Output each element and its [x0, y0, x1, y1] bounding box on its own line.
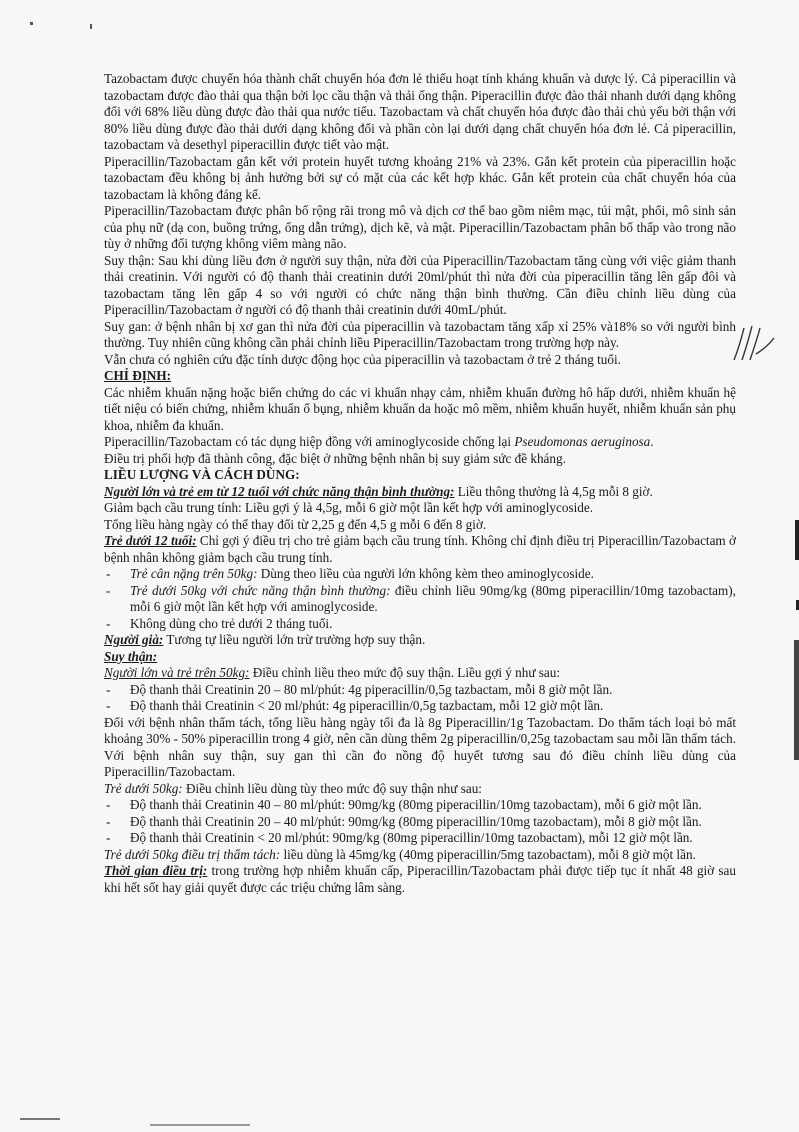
scan-mark: [20, 1118, 60, 1120]
paragraph-neutropenia: Giảm bạch cầu trung tính: Liều gợi ý là 4,5g, mỗi 6 giờ một lần kết hợp với aminoglycoside.: [104, 500, 594, 515]
list-item: [104, 583, 736, 616]
list-item: - Độ thanh thải Creatinin 40 – 80 ml/phút: 90mg/kg (80mg piperacillin/10mg tazobactam), mỗi 6 giờ một lần.: [104, 797, 736, 814]
scan-mark: [150, 1124, 250, 1126]
child-under-12-text: Chỉ gợi ý điều trị cho trẻ giảm bạch cầu trung tính. Không chỉ định điều trị Piperacillin/Tazobactam ở bệnh nhân không giảm bạch cầu trung tính.: [104, 533, 736, 565]
list-item-label: Trẻ dưới 50kg với chức năng thận bình thường:: [130, 582, 391, 598]
heading-indications: CHỈ ĐỊNH:: [104, 368, 172, 383]
paragraph-adult-dose: [104, 484, 736, 501]
scan-mark: [90, 24, 92, 29]
binding-edge: [794, 640, 799, 760]
heading-renal: Suy thận:: [104, 648, 158, 664]
list-item: - Độ thanh thải Creatinin 20 – 40 ml/phút: 90mg/kg (80mg piperacillin/10mg tazobactam), mỗi 8 giờ một lần.: [104, 814, 736, 831]
paragraph-hepatic-impairment: Suy gan: ở bệnh nhân bị xơ gan thì nửa đời của piperacillin và tazobactam tăng xấp xỉ 25% và18% so với người bình thường. Tuy nhiên cũng không cần phải chỉnh liều Piperacillin/Tazobactam trong trường hợp này.: [104, 318, 736, 350]
list-item: - Không dùng cho trẻ dưới 2 tháng tuổi.: [104, 616, 736, 633]
paragraph-metabolism: Tazobactam được chuyển hóa thành chất chuyển hóa đơn lẻ thiếu hoạt tính kháng khuẩn và dược lý. Cả piperacillin và tazobactam được đào thải qua thận bởi lọc cầu thận và thải ống thận. Piperacillin được đào thải nhanh dưới dạng không đổi với 68% liều dùng được đào thải qua nước tiểu. Tazobactam và chất chuyển hóa được đào thải chủ yếu bởi thận với 80% liều dùng được đào thải dưới dạng không đổi và phần còn lại dưới dạng chất chuyển hóa đơn lẻ. Cả piperacillin, tazobactam và desethyl piperacillin được tiết vào mật.: [104, 71, 736, 152]
list-item-text: điều chỉnh liều 90mg/kg (80mg piperacillin/10mg tazobactam), mỗi 6 giờ một lần kết hợp với aminoglycoside.: [130, 582, 736, 614]
organism-name: Pseudomonas aeruginosa: [514, 434, 651, 449]
paragraph-synergy: [104, 434, 736, 451]
paragraph-child-under-12: [104, 533, 736, 566]
child-dialysis-text: liều dùng là 45mg/kg (40mg piperacillin/5mg tazobactam), mỗi 8 giờ một lần.: [280, 846, 696, 862]
duration-text: trong trường hợp nhiễm khuẩn cấp, Piperacillin/Tazobactam phải được tiếp tục ít nhất 48 giờ sau khi hết sốt hay giải quyết được các triệu chứng lâm sàng.: [104, 863, 736, 895]
child-renal-label: Trẻ dưới 50kg:: [104, 780, 183, 796]
list-item: [104, 566, 736, 583]
paragraph-child-dialysis: [104, 847, 736, 864]
signature-mark: [728, 320, 778, 368]
list-item-text: Dùng theo liều của người lớn không kèm theo aminoglycoside.: [257, 566, 594, 581]
synergy-text: Piperacillin/Tazobactam có tác dụng hiệp đồng với aminoglycoside chống lại: [104, 434, 515, 449]
paragraph-protein-binding: Piperacillin/Tazobactam gắn kết với protein huyết tương khoảng 21% và 23%. Gắn kết protein của piperacillin hoặc tazobactam đều không bị ảnh hưởng bởi sự có mặt của các kết hợp khác. Gắn kết protein của chất chuyển hóa của tazobactam là không đáng kể.: [104, 153, 736, 202]
child-renal-text: Điều chỉnh liều dùng tùy theo mức độ suy thận như sau:: [182, 780, 482, 796]
paragraph-indications: Các nhiễm khuẩn nặng hoặc biến chứng do các vi khuẩn nhạy cảm, nhiễm khuẩn đường hô hấp dưới, nhiễm khuẩn hệ tiết niệu có biến chứng, nhiễm khuẩn ổ bụng, nhiễm khuẩn da hoặc mô mềm, nhiễm khuẩn huyết, nhiễm khuẩn sản phụ khoa, nhiễm đa khuẩn.: [104, 384, 736, 433]
paragraph-dialysis: Đối với bệnh nhân thẩm tách, tổng liều hàng ngày tối đa là 8g Piperacillin/1g Tazobactam. Do thẩm tách loại bỏ mất khoảng 30% - 50% piperacillin trong 4 giờ, nên cần dùng thêm 2g piperacillin/0,25g tazobactam sau mỗi lần thẩm tách. Với bệnh nhân suy thận, suy gan thì cần đo nồng độ huyết tương sau đó điều chỉnh liều dùng của Piperacillin/Tazobactam.: [104, 714, 736, 779]
duration-label: Thời gian điều trị:: [104, 863, 208, 878]
adult-dose-label: Người lớn và trẻ em từ 12 tuổi với chức năng thận bình thường:: [104, 483, 455, 499]
list-item-label: Trẻ cân nặng trên 50kg:: [130, 566, 258, 581]
elderly-label: Người già:: [104, 632, 164, 647]
document-body: [104, 71, 736, 896]
child-under-12-label: Trẻ dưới 12 tuổi:: [104, 533, 197, 548]
paragraph-daily-dose: Tổng liều hàng ngày có thể thay đổi từ 2,25 g đến 4,5 g mỗi 6 đến 8 giờ.: [104, 516, 487, 532]
paragraph-child-renal: [104, 781, 736, 798]
paragraph-distribution: Piperacillin/Tazobactam được phân bố rộng rãi trong mô và dịch cơ thể bao gồm niêm mạc, túi mật, phổi, mô sinh sản của phụ nữ (dạ con, buồng trứng, ống dẫn trứng), dịch kẽ, và mật. Piperacillin/Tazobactam phân bố thấp vào trong não tùy ở những đối tượng không viêm màng não.: [104, 203, 736, 251]
list-item: - Độ thanh thải Creatinin < 20 ml/phút: 90mg/kg (80mg piperacillin/10mg tazobactam), mỗi 12 giờ một lần.: [104, 830, 736, 847]
paragraph-duration: [104, 863, 736, 896]
heading-dosage: LIỀU LƯỢNG VÀ CÁCH DÙNG:: [104, 467, 300, 482]
elderly-text: Tương tự liều người lớn trừ trường hợp suy thận.: [163, 632, 426, 647]
binding-edge: [795, 520, 799, 560]
list-item: - Độ thanh thải Creatinin 20 – 80 ml/phút: 4g piperacillin/0,5g tazbactam, mỗi 8 giờ một lần.: [104, 682, 736, 699]
paragraph-combination: Điều trị phối hợp đã thành công, đặc biệt ở những bệnh nhân bị suy giảm sức đề kháng.: [104, 450, 566, 466]
list-item: - Độ thanh thải Creatinin < 20 ml/phút: 4g piperacillin/0,5g tazbactam, mỗi 12 giờ một lần.: [104, 698, 736, 715]
adult-dose-text: Liều thông thường là 4,5g mỗi 8 giờ.: [454, 483, 653, 499]
child-dialysis-label: Trẻ dưới 50kg điều trị thẩm tách:: [104, 846, 281, 862]
paragraph-adult-renal: [104, 665, 736, 682]
adult-renal-label: Người lớn và trẻ trên 50kg:: [104, 665, 250, 680]
paragraph-elderly: [104, 632, 736, 649]
synergy-end: .: [650, 434, 654, 449]
paragraph-pediatric: Vẫn chưa có nghiên cứu đặc tính dược động học của piperacillin và tazobactam ở trẻ 2 tháng tuổi.: [104, 351, 621, 367]
adult-renal-text: Điều chỉnh liều theo mức độ suy thận. Liều gợi ý như sau:: [249, 665, 561, 680]
scan-mark: [30, 22, 33, 25]
paragraph-renal-impairment: Suy thận: Sau khi dùng liều đơn ở người suy thận, nửa đời của Piperacillin/Tazobactam tăng cùng với việc giảm thanh thải creatinin. Với người có độ thanh thải creatinin dưới 20ml/phút thì nửa đời của piperacillin tăng lên gấp đôi và tazobactam tăng lên gấp 4 so với người có chức năng thận bình thường. Cần điều chỉnh liều dùng của Piperacillin/Tazobactam ở người có độ thanh thải creatinin dưới 40mL/phút.: [104, 252, 736, 317]
